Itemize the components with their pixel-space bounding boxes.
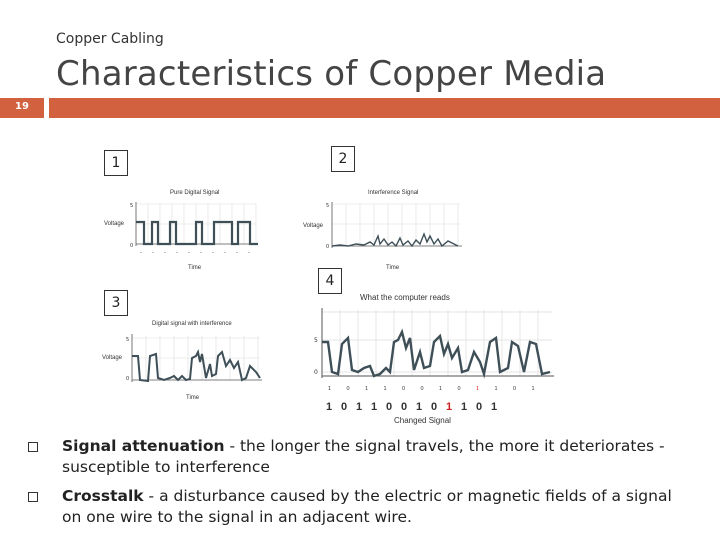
figure-title: Digital signal with interference xyxy=(152,321,232,327)
small-bit-label: 0 xyxy=(457,386,461,392)
bit-label: 0 xyxy=(431,401,438,413)
bit-sequence xyxy=(326,401,497,413)
bullet-marker xyxy=(28,492,38,502)
bit-label: 1 xyxy=(446,401,453,413)
read-signal-line xyxy=(322,332,550,376)
svg-text:•: • xyxy=(164,251,167,255)
small-bit-label: 0 xyxy=(346,386,350,392)
svg-text:•: • xyxy=(140,251,143,255)
small-bit-label: 1 xyxy=(328,386,332,392)
figure-1-label: 1 xyxy=(104,150,128,176)
bit-label: 1 xyxy=(461,401,468,413)
x-axis-label: Time xyxy=(186,395,200,401)
svg-text:•: • xyxy=(188,251,191,255)
y-axis-label: Voltage xyxy=(104,221,125,227)
y-axis-label: Voltage xyxy=(102,355,123,361)
slide-number: 19 xyxy=(15,101,29,112)
svg-text:•: • xyxy=(152,251,155,255)
figure-signal-with-interference xyxy=(100,316,270,406)
grid xyxy=(322,310,552,376)
small-bit-label: 1 xyxy=(531,386,535,392)
x-axis-label: Time xyxy=(188,265,202,271)
figure-title: What the computer reads xyxy=(360,293,450,302)
small-bit-label: 1 xyxy=(383,386,387,392)
figure-4-label: 4 xyxy=(318,268,342,294)
slide-subtitle: Copper Cabling xyxy=(56,31,164,47)
noisy-signal-line xyxy=(132,352,260,381)
figure-2-label: 2 xyxy=(331,146,355,172)
figure-interference-signal xyxy=(300,184,475,274)
figure-title: Interference Signal xyxy=(368,190,419,196)
bullet-item xyxy=(28,436,688,478)
small-bit-label: 1 xyxy=(494,386,498,392)
y-tick-label: 5 xyxy=(130,203,134,209)
bit-label: 0 xyxy=(386,401,393,413)
bullet-marker xyxy=(28,442,38,452)
x-axis-label: Time xyxy=(386,265,400,271)
figure-3-label: 3 xyxy=(104,290,128,316)
y-tick-label: 0 xyxy=(326,244,330,250)
bullet-item xyxy=(28,486,688,528)
bit-label: 1 xyxy=(356,401,363,413)
pure-signal-line xyxy=(136,222,258,244)
small-bit-labels xyxy=(328,386,535,392)
x-ticks xyxy=(140,251,250,255)
y-axis-label: Voltage xyxy=(303,223,324,229)
y-tick-label: 0 xyxy=(314,369,318,376)
y-tick-label: 0 xyxy=(130,243,134,249)
interference-signal-line xyxy=(332,234,458,246)
slide-title: Characteristics of Copper Media xyxy=(56,54,607,94)
svg-text:•: • xyxy=(212,251,215,255)
small-bit-label: 1 xyxy=(476,386,480,392)
figure-title: Pure Digital Signal xyxy=(170,190,220,196)
figure-computer-reads xyxy=(302,286,558,426)
small-bit-label: 1 xyxy=(439,386,443,392)
svg-text:•: • xyxy=(224,251,227,255)
bullet-text: - a disturbance caused by the electric or magnetic fields of a signal on one wire to the signal in an adjacent wire. xyxy=(62,487,672,526)
changed-signal-caption: Changed Signal xyxy=(394,416,451,425)
y-tick-label: 5 xyxy=(126,337,130,343)
svg-text:•: • xyxy=(236,251,239,255)
y-tick-label: 5 xyxy=(314,337,318,344)
bullet-text: - the longer the signal travels, the more it deteriorates - susceptible to interference xyxy=(62,437,665,476)
bit-label: 1 xyxy=(371,401,378,413)
small-bit-label: 1 xyxy=(365,386,369,392)
bullet-term: Crosstalk xyxy=(62,487,144,505)
title-accent-bar xyxy=(49,98,720,118)
small-bit-label: 0 xyxy=(420,386,424,392)
bit-label: 0 xyxy=(401,401,408,413)
small-bit-label: 0 xyxy=(513,386,517,392)
bullet-list xyxy=(28,436,688,536)
figure-pure-digital-signal xyxy=(100,184,265,274)
svg-text:•: • xyxy=(200,251,203,255)
svg-text:•: • xyxy=(176,251,179,255)
bit-label: 0 xyxy=(476,401,483,413)
bullet-term: Signal attenuation xyxy=(62,437,225,455)
grid xyxy=(332,204,460,246)
y-tick-label: 5 xyxy=(326,203,330,209)
small-bit-label: 0 xyxy=(402,386,406,392)
bit-label: 1 xyxy=(491,401,498,413)
bit-label: 0 xyxy=(341,401,348,413)
y-tick-label: 0 xyxy=(126,376,130,382)
bit-label: 1 xyxy=(416,401,423,413)
svg-text:•: • xyxy=(248,251,251,255)
bit-label: 1 xyxy=(326,401,333,413)
